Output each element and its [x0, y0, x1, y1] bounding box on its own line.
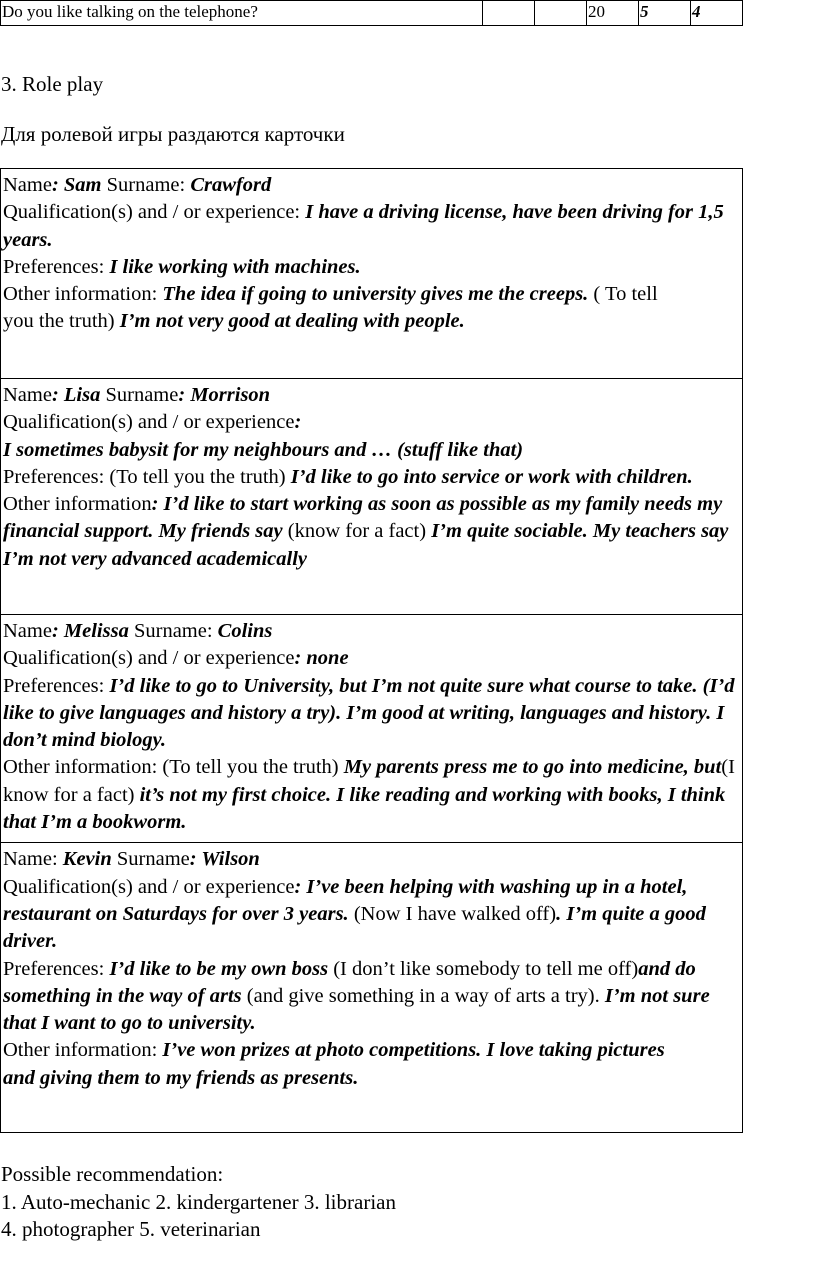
card-sam — [1, 169, 743, 379]
recommendation-title: Possible recommendation: — [1, 1162, 224, 1186]
qualification-line: Qualification(s) and / or experience: I’ve been helping with washing up in a hotel, restaurant on Saturdays for over 3 years. (Now I have walked off). I’m quite a good driver. — [3, 875, 706, 953]
intro-text: Для ролевой игры раздаются карточки — [1, 122, 345, 146]
role-cards-table — [0, 168, 743, 1133]
recommendation-line: 1. Auto-mechanic 2. kindergartener 3. librarian — [1, 1189, 396, 1214]
survey-question: Do you like talking on the telephone? — [1, 1, 483, 26]
card-cell — [1, 615, 743, 843]
name-line: Name: Melissa Surname: Colins — [3, 620, 273, 642]
name-line: Name: Kevin Surname: Wilson — [3, 848, 260, 871]
card-cell — [1, 843, 743, 1133]
survey-cell-5: 4 — [691, 1, 743, 26]
other-info-line: Other information: The idea if going to university gives me the creeps. ( To tell you the truth) I’m not very good at dealing with people. — [3, 283, 658, 333]
card-lisa — [1, 379, 743, 615]
section-title: 3. Role play — [1, 72, 104, 96]
qualification-line: Qualification(s) and / or experience: I sometimes babysit for my neighbours and … (stuff like that) — [3, 411, 524, 461]
recommendation-line: 4. photographer 5. veterinarian — [1, 1217, 261, 1241]
other-info-line: Other information: (To tell you the truth) My parents press me to go into medicine, but(I know for a fact) it’s not my first choice. I like reading and working with books, I think that I’m a bookworm. — [3, 756, 735, 834]
other-info-line: Other information: I’ve won prizes at photo competitions. I love taking pictures and giving them to my friends as presents. — [3, 1039, 665, 1089]
survey-cell-1 — [483, 1, 535, 26]
card-cell — [1, 169, 743, 379]
survey-cell-3: 20 — [587, 1, 639, 26]
qualification-line: Qualification(s) and / or experience: none — [3, 647, 349, 670]
table-row — [1, 1, 743, 26]
preferences-line: Preferences: I like working with machines. — [3, 255, 361, 278]
recommendation-block — [1, 1161, 396, 1244]
qualification-line: Qualification(s) and / or experience: I have a driving license, have been driving for 1,5 years. — [3, 201, 724, 251]
survey-cell-2 — [535, 1, 587, 26]
name-line: Name: Sam Surname: Crawford — [3, 174, 272, 196]
survey-cell-4: 5 — [639, 1, 691, 26]
preferences-line: Preferences: I’d like to be my own boss (I don’t like somebody to tell me off)and do something in the way of arts (and give something in a way of arts a try). I’m not sure that I want to go to university. — [3, 957, 710, 1035]
other-info-line: Other information: I’d like to start working as soon as possible as my family needs my financial support. My friends say (know for a fact) I’m quite sociable. My teachers say I’m not very advanced academically — [3, 493, 729, 570]
survey-table-row — [0, 0, 743, 26]
card-cell — [1, 379, 743, 615]
card-kevin — [1, 843, 743, 1133]
preferences-line: Preferences: I’d like to go to University, but I’m not quite sure what course to take. (I’d like to give languages and history a try). I’m good at writing, languages and history. I don’t mind biology. — [3, 674, 735, 752]
card-melissa — [1, 615, 743, 843]
name-line: Name: Lisa Surname: Morrison — [3, 384, 271, 406]
preferences-line: Preferences: (To tell you the truth) I’d like to go into service or work with children. — [3, 465, 693, 488]
